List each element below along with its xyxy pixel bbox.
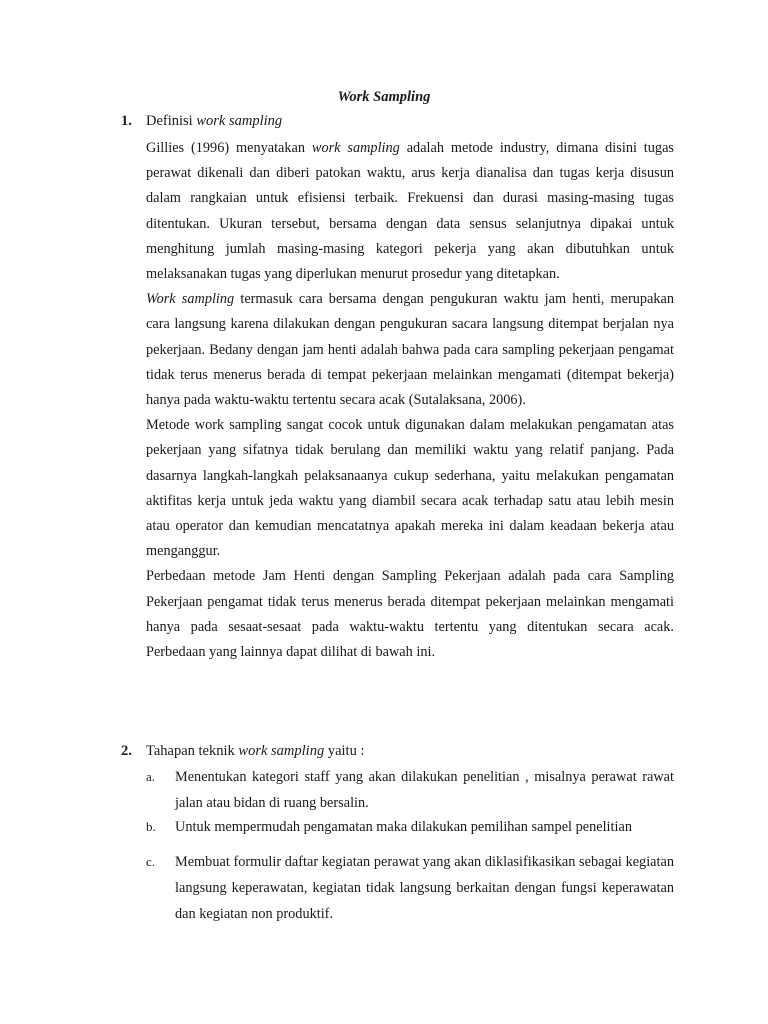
list-item	[146, 849, 674, 927]
list-item-text: Untuk mempermudah pengamatan maka dilakukan pemilihan sampel penelitian	[175, 819, 632, 835]
section-1-heading	[146, 111, 282, 131]
section-1-body	[146, 136, 674, 665]
section-1-number: 1.	[121, 113, 132, 129]
section-1-heading-prefix: Definisi	[146, 113, 197, 129]
paragraph-2	[146, 287, 674, 413]
paragraph-1-start: Gillies (1996) menyatakan	[146, 140, 312, 156]
paragraph-2-term: Work sampling	[146, 291, 235, 308]
document-title: Work Sampling	[337, 89, 431, 105]
section-1-heading-term: work sampling	[196, 113, 283, 129]
paragraph-1-rest: adalah metode industry, dimana disini tugas perawat dikenali dan diberi patokan waktu, arus kerja dianalisa dan tugas kerja disusun dalam rangkaian untuk efisiensi terbaik. Frekuensi dan durasi masing-masing tugas ditentukan. Ukuran tersebut, bersama dengan data sensus selanjutnya dipakai untuk menghitung jumlah masing-masing kategori pekerja yang akan dibutuhkan untuk melaksanakan tugas yang diperlukan menurut prosedur yang ditetapkan.	[146, 140, 674, 283]
list-item-text: Menentukan kategori staff yang akan dilakukan penelitian , misalnya perawat rawat jalan atau bidan di ruang bersalin.	[175, 769, 674, 811]
section-2-heading-prefix: Tahapan teknik	[146, 743, 239, 759]
list-item	[146, 814, 674, 840]
section-2-number: 2.	[121, 743, 132, 759]
paragraph-2-rest: termasuk cara bersama dengan pengukuran waktu jam henti, merupakan cara langsung karena dilakukan dengan pengukuran sacara langsung ditempat berjalan nya pekerjaan. Bedany dengan jam henti adalah bahwa pada cara sampling pekerjaan pengamat tidak terus menerus berada di tempat pekerjaan melainkan mengamati (ditempat bekerja) hanya pada waktu-waktu tertentu secara acak (Sutalaksana, 2006).	[146, 291, 674, 409]
section-2-heading-suffix: yaitu :	[324, 743, 365, 759]
list-marker: c.	[146, 854, 156, 869]
paragraph-4: Perbedaan metode Jam Henti dengan Sampling Pekerjaan adalah pada cara Sampling Pekerjaan pengamat tidak terus menerus berada ditempat pekerjaan melainkan mengamati hanya pada sesaat-sesaat pada waktu-waktu tertentu yang ditentukan secara acak. Perbedaan yang lainnya dapat dilihat di bawah ini.	[146, 568, 674, 661]
list-item	[146, 764, 674, 816]
list-marker: a.	[146, 769, 156, 784]
section-2-heading	[146, 741, 364, 761]
paragraph-3: Metode work sampling sangat cocok untuk digunakan dalam melakukan pengamatan atas pekerjaan yang sifatnya tidak berulang dan memiliki waktu yang relatif panjang. Pada dasarnya langkah-langkah pelaksanaanya cukup sederhana, yaitu melakukan pengamatan aktifitas kerja untuk jeda waktu yang diambil secara acak terhadap satu atau lebih mesin atau operator dan kemudian mencatatnya apakah mereka ini dalam keadaan bekerja atau menganggur.	[146, 417, 674, 560]
list-item-text: Membuat formulir daftar kegiatan perawat yang akan diklasifikasikan sebagai kegiatan langsung keperawatan, kegiatan tidak langsung berkaitan dengan fungsi keperawatan dan kegiatan non produktif.	[175, 854, 674, 922]
paragraph-1	[146, 136, 674, 287]
paragraph-1-term: work sampling	[311, 140, 400, 156]
section-2-heading-term: work sampling	[238, 743, 325, 759]
list-marker: b.	[146, 819, 156, 834]
